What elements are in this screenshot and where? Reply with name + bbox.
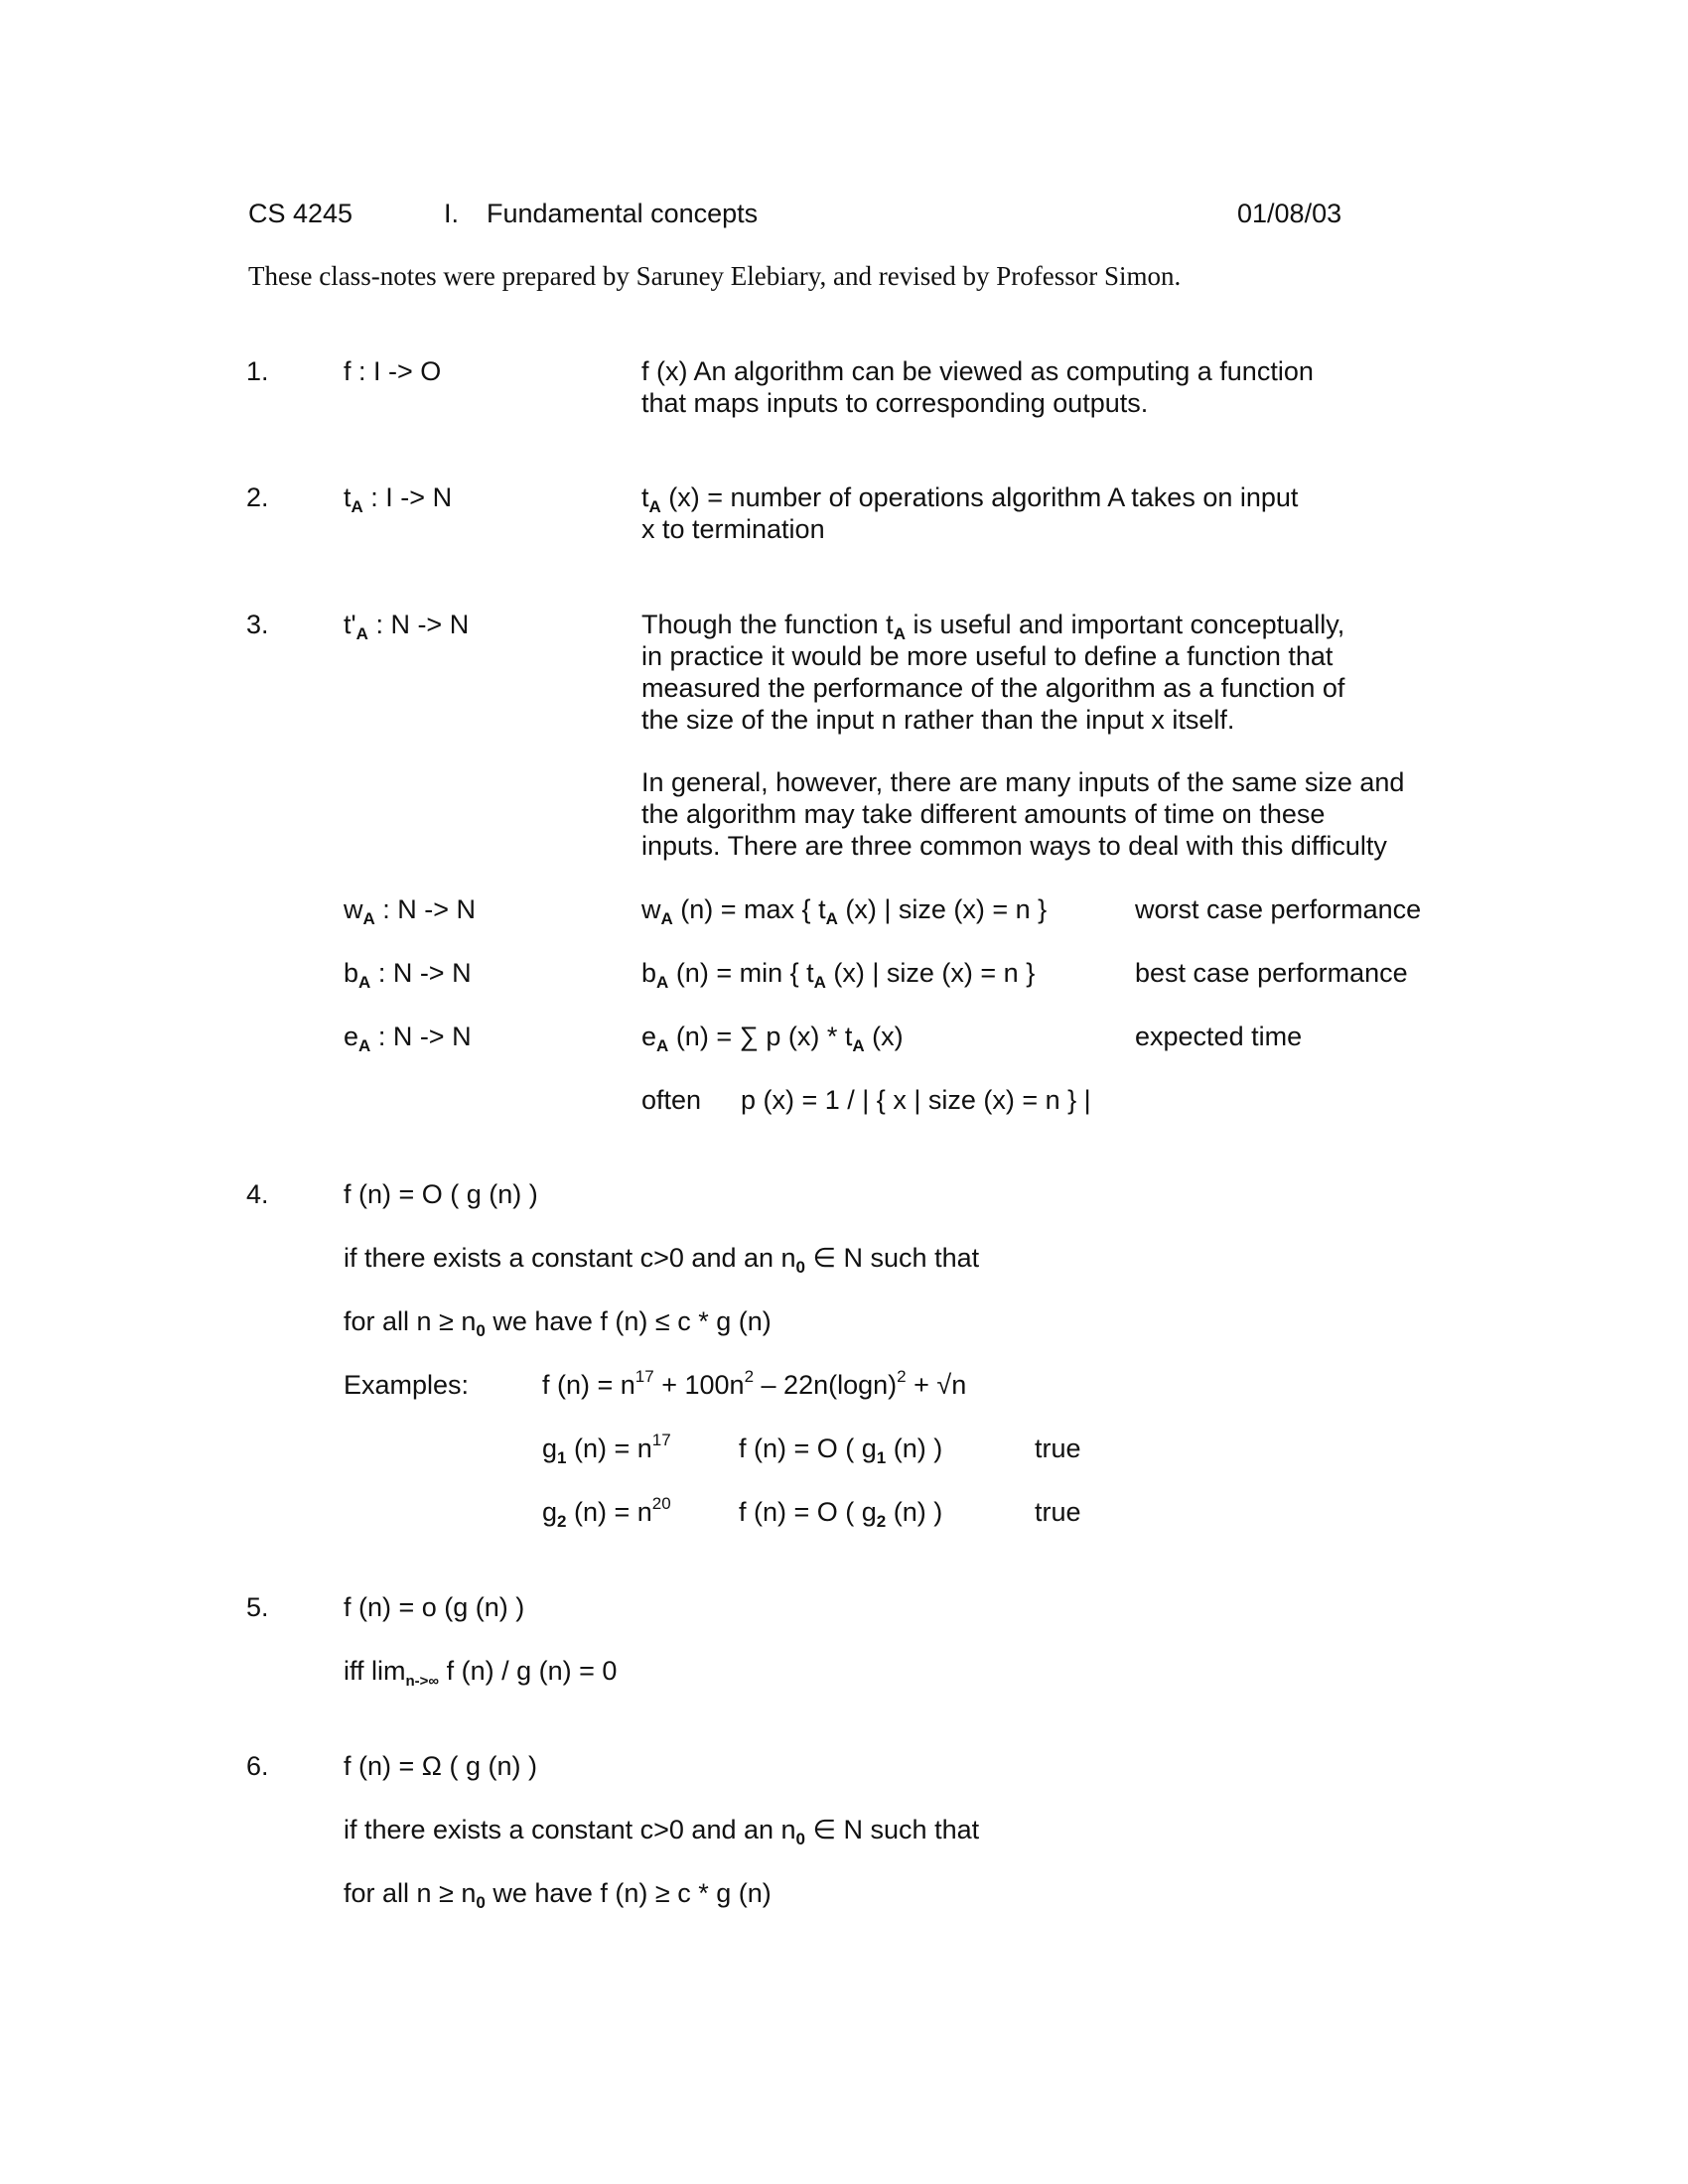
best-case-signature: $b_A$ : N -> N [344,958,472,992]
item-1-desc-line2: that maps inputs to corresponding outputs. [641,388,1149,418]
example-function-formula: f $(n) = n^{17} + 100n^2 - 22n(\log n)^2 + √n$ [542,1367,967,1400]
item-3-signature: $t'_A$ : N -> N [344,610,470,643]
best-case-definition: $b_A$ (n) = min { $t_A$ (x) | size (x) = n } [641,958,1036,992]
credit-line: These class-notes were prepared by Saruney Elebiary, and revised by Professor Simon. [248,261,1182,291]
item-1-signature: f : I -> O [344,356,442,386]
expected-time-note: expected time [1135,1022,1303,1051]
item-3-para2-line3: inputs. There are three common ways to deal with this difficulty [641,831,1387,861]
document-date: 01/08/03 [1237,199,1342,228]
item-3-para2-line2: the algorithm may take different amounts of time on these [641,799,1326,829]
example-2-result: true [1035,1497,1081,1527]
item-3-para1-line2: in practice it would be more useful to define a function that [641,641,1334,671]
item-5-heading: f (n) = o (g (n) ) [344,1592,525,1622]
item-2-number: 2. [246,482,269,512]
section-number: I. [444,199,460,228]
item-3-para1-line4: the size of the input n rather than the input x itself. [641,705,1235,735]
section-title: Fundamental concepts [487,199,759,228]
course-code: CS 4245 [248,199,353,228]
worst-case-signature: $w_A$ : N -> N [344,894,477,928]
examples-label: Examples: [344,1370,470,1400]
item-4-condition2: for all $n \ge n_0$ we have f (n) ≤ c * g (n) [344,1306,772,1340]
example-2-g: $g_2$ $(n) = n^{20}$ [542,1494,671,1531]
item-2-signature: $t_A$ : I -> N [344,482,453,516]
item-5-limit: iff $\lim_{n->\infty} f$ (n) / g (n) = 0 [344,1656,618,1690]
best-case-note: best case performance [1135,958,1408,988]
item-3-para1-line3: measured the performance of the algorithm as a function of [641,673,1345,703]
item-3-para1-line1: Though the function $t_A$ is useful and important conceptually, [641,610,1345,643]
example-1-g: $g_1$ $(n) = n^{17}$ [542,1431,671,1467]
item-2-desc-line1: $t_A$ (x) = number of operations algorithm A takes on input [641,482,1299,516]
item-4-heading: f (n) = O ( g (n) ) [344,1179,538,1209]
worst-case-definition: $w_A$ (n) = max { $t_A$ (x) | size (x) = n } [641,894,1048,928]
item-3-para2-line1: In general, however, there are many inputs of the same size and [641,767,1405,797]
expected-time-definition: $e_A$ (n) = ∑ p $(x) * t_A$ (x) [641,1022,904,1055]
item-2-desc-line2: x to termination [641,514,825,544]
often-formula: p (x) = 1 / | { x | size (x) = n } | [741,1085,1091,1115]
item-1-number: 1. [246,356,269,386]
item-4-number: 4. [246,1179,269,1209]
item-6-condition1: if there exists a constant c>0 and an $n_0$ ∈ N such that [344,1815,980,1848]
item-4-condition1: if there exists a constant c>0 and an $n_0$ ∈ N such that [344,1243,980,1277]
example-1-relation: f (n) = O ( $g_1$ (n) ) [739,1433,943,1467]
item-6-number: 6. [246,1751,269,1781]
example-1-result: true [1035,1433,1081,1463]
often-label: often [641,1085,702,1115]
item-1-desc-line1: f (x) An algorithm can be viewed as computing a function [641,356,1314,386]
item-5-number: 5. [246,1592,269,1622]
item-6-heading: f (n) = Ω ( g (n) ) [344,1751,537,1781]
item-6-condition2: for all $n \ge n_0$ we have f (n) ≥ c * g (n) [344,1878,772,1912]
worst-case-note: worst case performance [1135,894,1422,924]
item-3-number: 3. [246,610,269,639]
example-2-relation: f (n) = O ( $g_2$ (n) ) [739,1497,943,1531]
expected-time-signature: $e_A$ : N -> N [344,1022,472,1055]
